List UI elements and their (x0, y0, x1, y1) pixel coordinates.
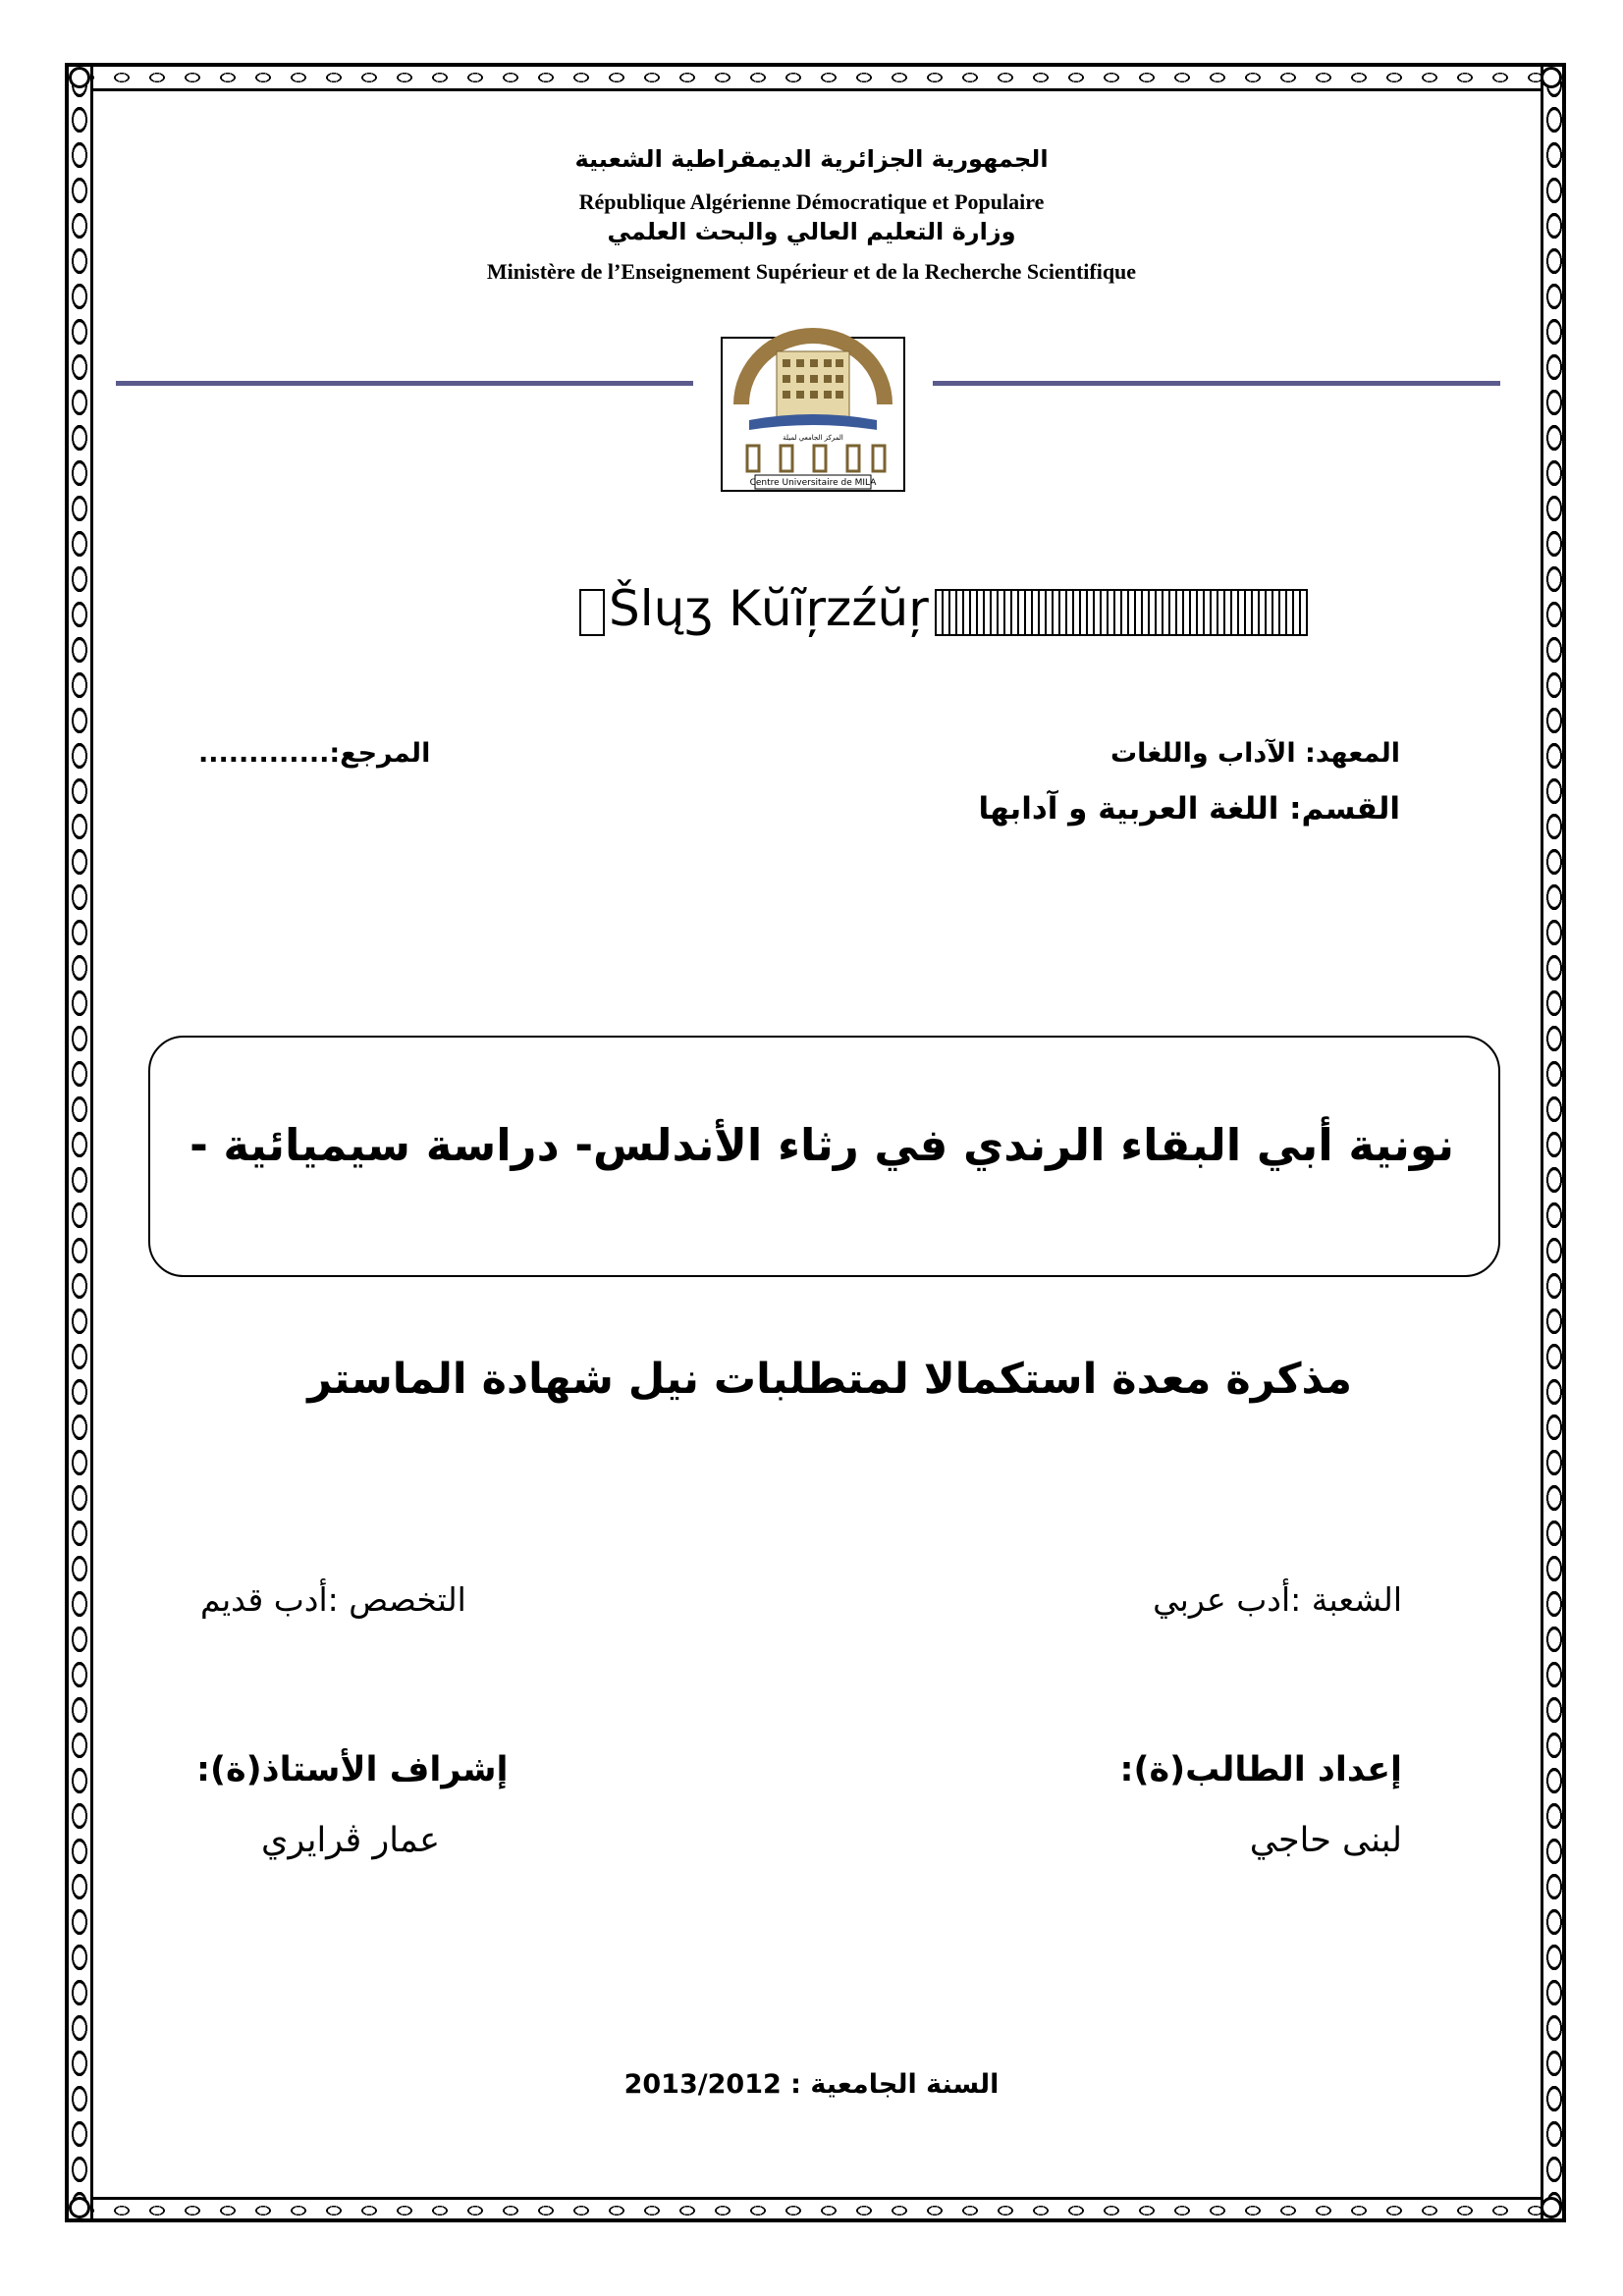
garbled-title-text: Šlųʒ Kŭĩŗzźŭŗ (609, 580, 929, 637)
header-arabic-republic: ﺍﻟﺠﻤﻬﻮﺭﻳﺔ ﺍﻟﺠﺰﺍﺋﺮﻳﺔ ﺍﻟﺪﻳﻤﻘﺮﺍﻃﻴﺔ ﺍﻟﺸﻌﺒﻴﺔ (574, 145, 1049, 173)
thesis-purpose: مذكرة معدة استكمالا لمتطلبات نيل شهادة الماستر (307, 1355, 1352, 1404)
department-label: القسم: اللغة العربية و آدابها (978, 791, 1400, 827)
academic-year (0, 2069, 1623, 2100)
header-french-republic: République Algérienne Démocratique et Populaire (578, 189, 1045, 214)
garbled-title (579, 579, 1424, 638)
academic-year-label: السنة الجامعية : (790, 2069, 1000, 2100)
logo-inner-text: المركز الجامعي لميلة (783, 434, 843, 442)
supervisor-name: عمار ڤرايري (261, 1821, 441, 1860)
header-french-ministry: Ministère de l’Enseignement Supérieur et de la Recherche Scientifique (486, 259, 1137, 284)
missing-glyph-box (579, 589, 605, 636)
logo-caption: Centre Universitaire de MILA (749, 478, 877, 488)
header-arabic-ministry: ﻭﺯﺍﺭﺓ ﺍﻟﺘﻌﻠﻴﻢ ﺍﻟﻌﺎﻟﻲ ﻭﺍﻟﺒﺤﺚ ﺍﻟﻌﻠﻤﻲ (607, 218, 1016, 245)
branch-label: الشعبة :أدب عربي (1153, 1580, 1402, 1619)
prepared-by-label: إعداد الطالب(ة): (1119, 1750, 1402, 1789)
header-rule-right (933, 381, 1500, 386)
supervisor-label: إشراف الأستاذ(ة): (196, 1750, 509, 1789)
institute-label: المعهد: الآداب واللغات (1109, 738, 1400, 769)
missing-glyph-boxes (935, 589, 1308, 636)
student-name: لبنى حاجي (1249, 1821, 1402, 1860)
reference-label: المرجع:............. (198, 738, 431, 769)
university-logo (720, 314, 906, 493)
header-rule-left (116, 381, 693, 386)
academic-year-value: 2013/2012 (623, 2069, 782, 2100)
specialty-label: التخصص :أدب قديم (200, 1580, 466, 1619)
thesis-title: نونية أبي البقاء الرندي في رثاء الأندلس- دراسة سيميائية - (189, 1119, 1454, 1171)
